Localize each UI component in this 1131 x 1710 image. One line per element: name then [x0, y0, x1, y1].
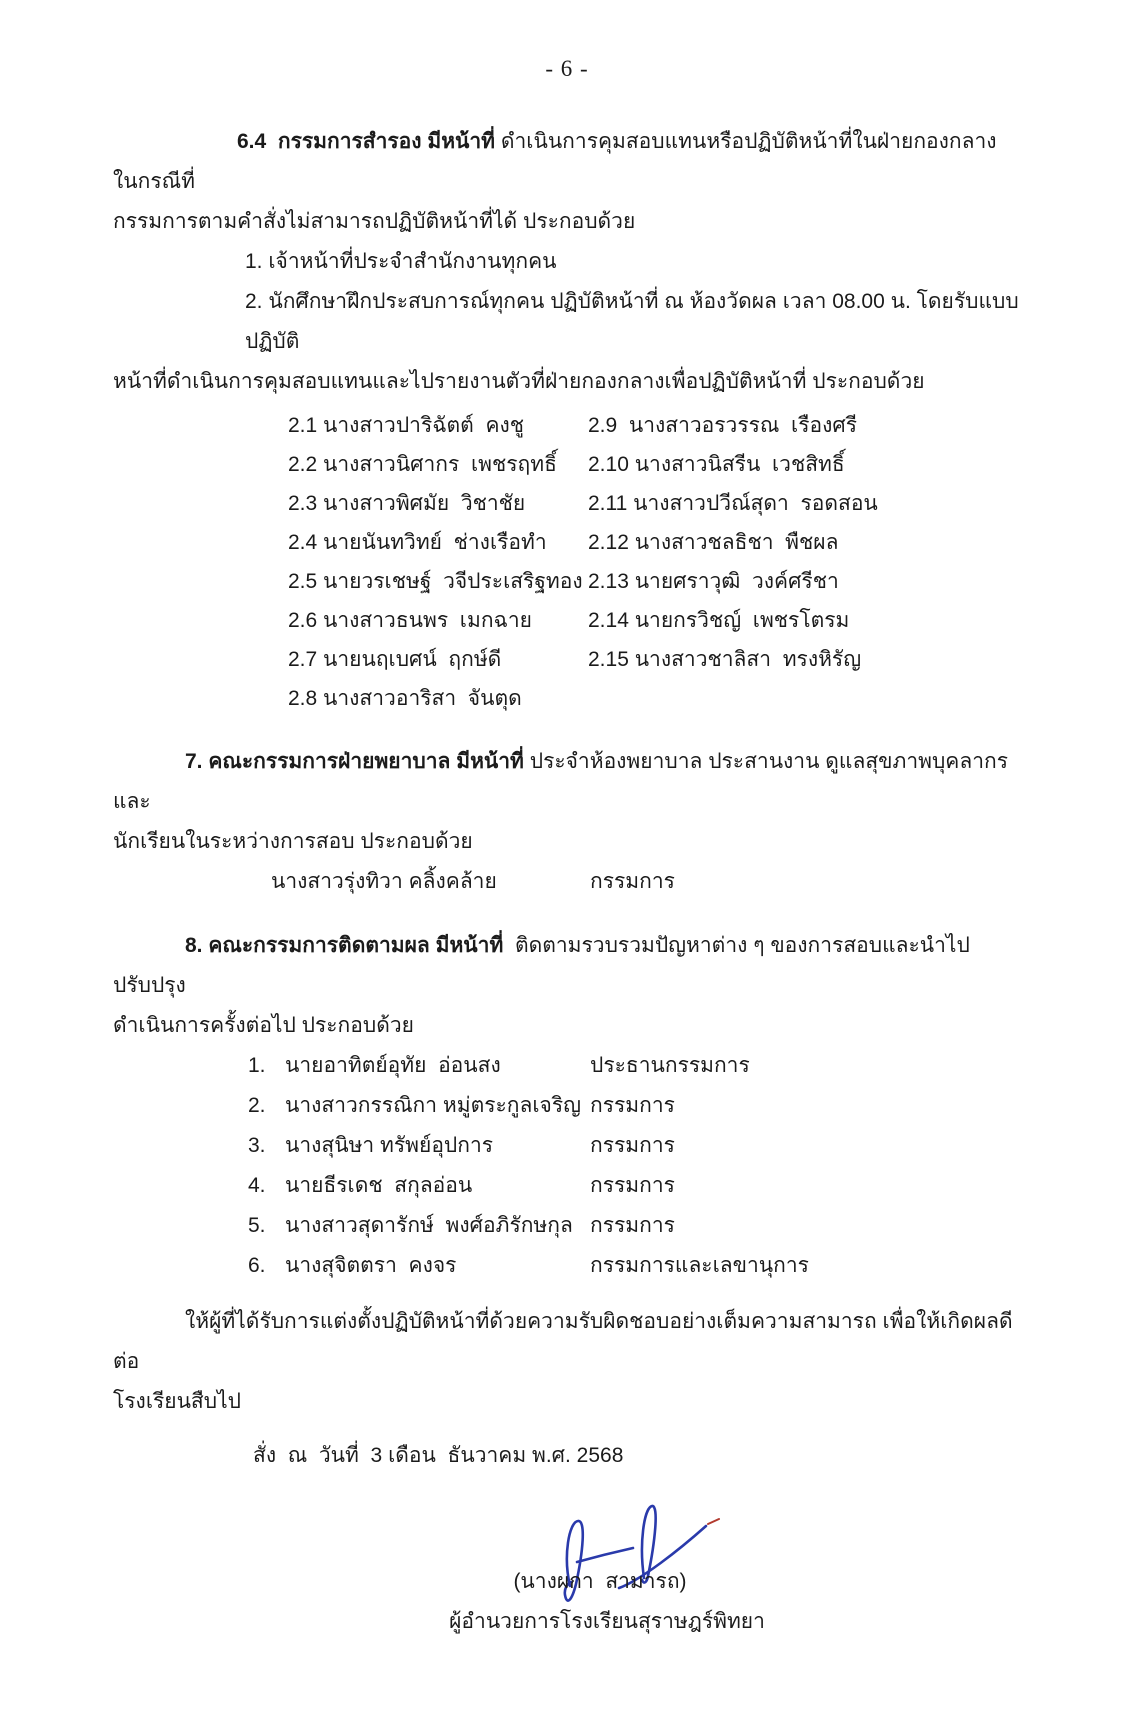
closing-line2: โรงเรียนสืบไป [113, 1390, 241, 1413]
section-6-4-line1 [113, 122, 1021, 202]
section-6-4-heading: 6.4 กรรมการสำรอง มีหน้าที่ [237, 130, 496, 153]
member-name: นายธีรเดช สกุลอ่อน [285, 1174, 473, 1197]
roster-name: 2.2 นางสาวนิศากร เพชรฤทธิ์ [288, 453, 557, 476]
roster-name: 2.3 นางสาวพิศมัย วิชาชัย [288, 492, 526, 515]
section-6-4-item1: 1. เจ้าหน้าที่ประจำสำนักงานทุกคน [245, 250, 557, 273]
roster-name: 2.5 นายวรเชษฐ์ วจีประเสริฐทอง [288, 570, 583, 593]
page-number: - 6 - [545, 56, 589, 81]
section-7-line2: นักเรียนในระหว่างการสอบ ประกอบด้วย [113, 830, 473, 853]
section-6-4 [113, 122, 1021, 718]
member-number: 6. [248, 1254, 266, 1277]
section-7-heading: 7. คณะกรรมการฝ่ายพยาบาล มีหน้าที่ [185, 750, 524, 773]
member-name: นางสุนิษา ทรัพย์อุปการ [285, 1134, 494, 1157]
member-name: นายอาทิตย์อุทัย อ่อนสง [285, 1054, 501, 1077]
roster-name: 2.12 นางสาวชลธิชา พืชผล [588, 531, 839, 554]
closing-line1: ให้ผู้ที่ได้รับการแต่งตั้งปฏิบัติหน้าที่ด้วยความรับผิดชอบอย่างเต็มความสามารถ เพื่อให้เกิดผลดีต่อ [113, 1310, 1013, 1373]
section-8 [113, 926, 1021, 1286]
member-role: กรรมการ [590, 870, 675, 893]
member-role: ประธานกรรมการ [590, 1054, 750, 1077]
roster-row [113, 640, 1021, 679]
closing-paragraph [113, 1302, 1021, 1422]
roster-row [113, 523, 1021, 562]
member-name: นางสาวสุดารักษ์ พงศ์อภิรักษกุล [285, 1214, 573, 1237]
section-6-4-duty-text: ดำเนินการคุมสอบแทนหรือปฏิบัติหน้าที่ในฝ่ายกองกลาง ในกรณีที่ [113, 130, 1003, 193]
substitute-roster [113, 406, 1021, 718]
roster-name: 2.7 นายนฤเบศน์ ฤกษ์ดี [288, 648, 502, 671]
roster-name: 2.15 นางสาวชาลิสา ทรงหิรัญ [588, 648, 862, 671]
roster-name: 2.13 นายศราวุฒิ วงค์ศรีชา [588, 570, 839, 593]
spacer [113, 1286, 1021, 1302]
section-8-heading: 8. คณะกรรมการติดตามผล มีหน้าที่ [185, 934, 504, 957]
signer-title: ผู้อำนวยการโรงเรียนสุราษฎร์พิทยา [449, 1610, 765, 1633]
roster-row [113, 406, 1021, 445]
member-role: กรรมการ [590, 1134, 675, 1157]
member-role: กรรมการ [590, 1094, 675, 1117]
member-name: นางสาวกรรณิกา หมู่ตระกูลเจริญ [285, 1094, 582, 1117]
roster-name: 2.14 นายกรวิชญ์ เพชรโตรม [588, 609, 850, 632]
section-6-4-item2-line1: 2. นักศึกษาฝึกประสบการณ์ทุกคน ปฏิบัติหน้าที่ ณ ห้องวัดผล เวลา 08.00 น. โดยรับแบบปฏิบัติ [245, 290, 1019, 353]
roster-name: 2.1 นางสาวปาริฉัตต์ คงชู [288, 414, 525, 437]
section-7-duty-text: ประจำห้องพยาบาล ประสานงาน ดูแลสุขภาพบุคลากรและ [113, 750, 1009, 813]
roster-name: 2.6 นางสาวธนพร เมกฉาย [288, 609, 532, 632]
roster-row [113, 601, 1021, 640]
section-8-line2: ดำเนินการครั้งต่อไป ประกอบด้วย [113, 1014, 414, 1037]
signature-red-mark [708, 1519, 719, 1524]
member-number: 2. [248, 1094, 266, 1117]
roster-row [113, 562, 1021, 601]
order-date-line: สั่ง ณ วันที่ 3 เดือน ธันวาคม พ.ศ. 2568 [253, 1444, 624, 1467]
signature-block [113, 1480, 1021, 1710]
section-8-duty-text: ติดตามรวบรวมปัญหาต่าง ๆ ของการสอบและนำไปปรับปรุง [113, 934, 970, 997]
roster-name: 2.8 นางสาวอาริสา จันตุด [288, 687, 522, 710]
committee-row [113, 1126, 1021, 1166]
member-number: 4. [248, 1174, 266, 1197]
roster-name: 2.9 นางสาวอรวรรณ เรืองศรี [588, 414, 857, 437]
nurse-member-row [113, 862, 1021, 902]
member-name: นางสาวรุ่งทิวา คลิ้งคล้าย [271, 870, 497, 893]
spacer [113, 718, 1021, 742]
signer-name: (นางผกา สามารถ) [513, 1570, 687, 1593]
member-role: กรรมการและเลขานุการ [590, 1254, 809, 1277]
committee-row [113, 1246, 1021, 1286]
committee-row [113, 1166, 1021, 1206]
member-number: 1. [248, 1054, 266, 1077]
roster-row [113, 484, 1021, 523]
section-8-line1 [113, 926, 1021, 1006]
section-6-4-line2: กรรมการตามคำสั่งไม่สามารถปฏิบัติหน้าที่ได้ ประกอบด้วย [113, 210, 636, 233]
section-6-4-item2-line2: หน้าที่ดำเนินการคุมสอบแทนและไปรายงานตัวที่ฝ่ายกองกลางเพื่อปฏิบัติหน้าที่ ประกอบด้วย [113, 370, 925, 393]
member-number: 3. [248, 1134, 266, 1157]
roster-name: 2.4 นายนันทวิทย์ ช่างเรือทำ [288, 531, 547, 554]
roster-name: 2.11 นางสาวปวีณ์สุดา รอดสอน [588, 492, 878, 515]
member-name: นางสุจิตตรา คงจร [285, 1254, 457, 1277]
roster-row [113, 445, 1021, 484]
member-number: 5. [248, 1214, 266, 1237]
committee-row [113, 1046, 1021, 1086]
spacer [113, 902, 1021, 926]
section-7-line1 [113, 742, 1021, 822]
roster-row [113, 679, 1021, 718]
roster-name: 2.10 นางสาวนิสรีน เวชสิทธิ์ [588, 453, 845, 476]
member-role: กรรมการ [590, 1214, 675, 1237]
section-7 [113, 742, 1021, 902]
committee-row [113, 1206, 1021, 1246]
member-role: กรรมการ [590, 1174, 675, 1197]
committee-row [113, 1086, 1021, 1126]
